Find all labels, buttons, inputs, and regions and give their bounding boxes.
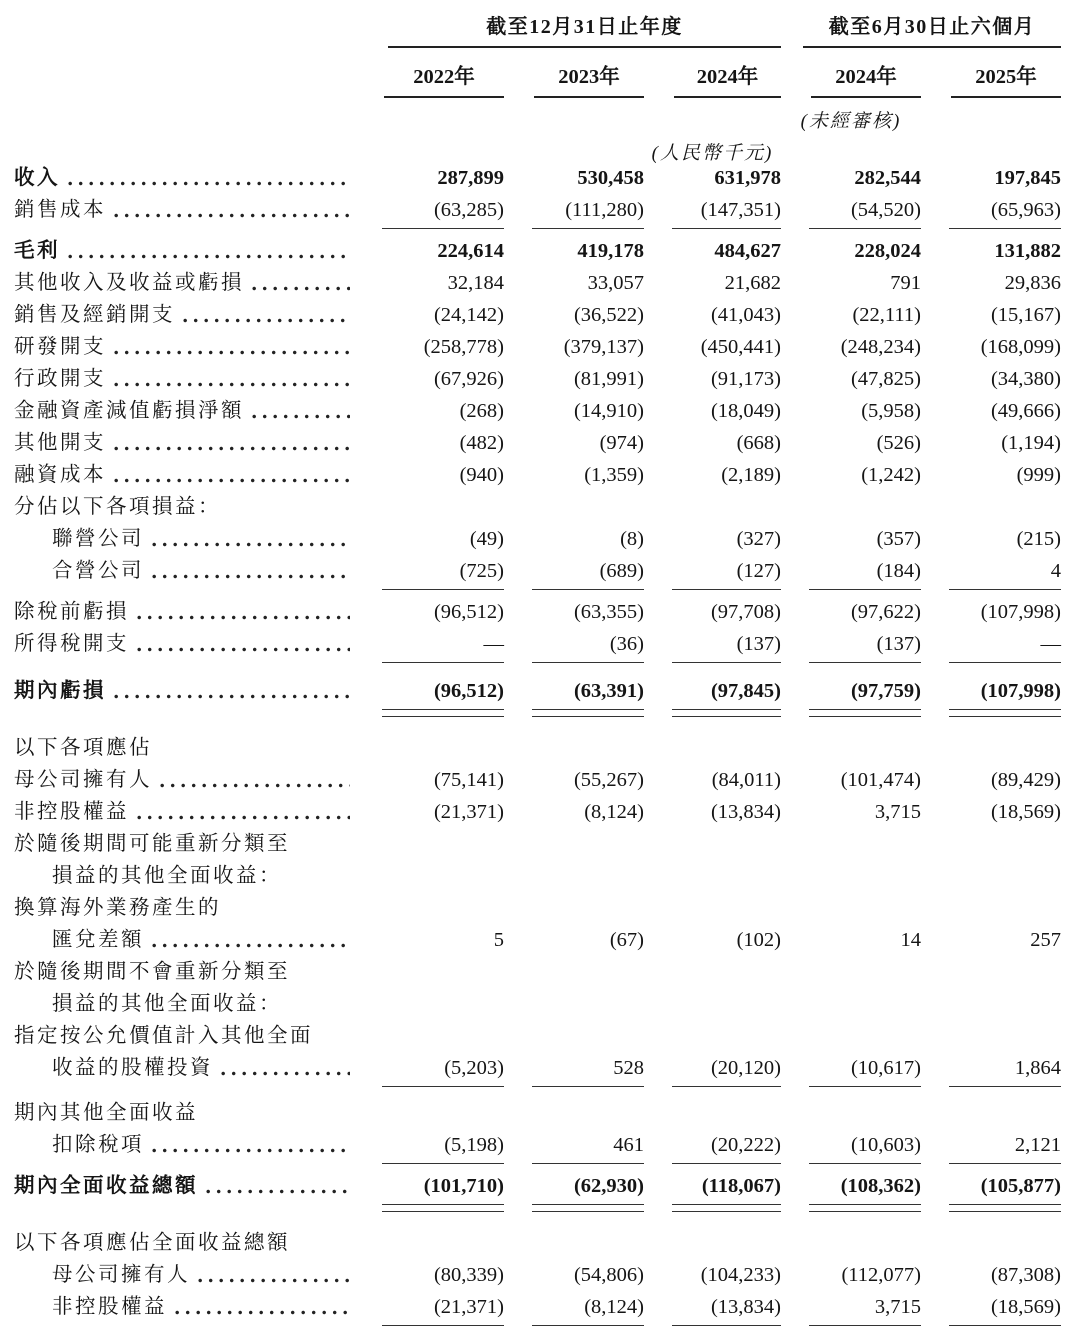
value-cell: (97,622) xyxy=(850,601,921,623)
row-label: 銷售及經銷開支 xyxy=(14,304,175,326)
dot-leader xyxy=(152,574,350,579)
row-label: 換算海外業務產生的 xyxy=(14,897,221,919)
value-cell xyxy=(354,1227,504,1259)
value-cell: (84,011) xyxy=(711,769,781,791)
table-header-years xyxy=(14,50,1080,98)
single-rule xyxy=(14,226,1080,235)
value-cell: (63,355) xyxy=(573,601,644,623)
currency-note-row xyxy=(14,130,1080,162)
value-cell: (974) xyxy=(599,432,644,454)
value-cell: (689) xyxy=(599,560,644,582)
table-row xyxy=(14,1052,1080,1084)
value-cell: (63,391) xyxy=(573,680,644,702)
row-label: 研發開支 xyxy=(14,336,106,358)
value-cell: (21,371) xyxy=(433,801,504,823)
year-column-2024-interim: 2024年 xyxy=(781,50,921,98)
value-cell xyxy=(921,892,1061,924)
value-cell: (49) xyxy=(469,528,504,550)
table-row xyxy=(14,491,1080,523)
value-cell: (108,362) xyxy=(840,1175,921,1197)
row-label: 融資成本 xyxy=(14,464,106,486)
single-rule xyxy=(14,1084,1080,1093)
row-label: 母公司擁有人 xyxy=(52,1264,190,1286)
table-row xyxy=(14,596,1080,628)
table-row xyxy=(14,988,1080,1020)
value-cell: (49,666) xyxy=(990,400,1061,422)
row-label: 於隨後期間可能重新分類至 xyxy=(14,833,290,855)
value-cell: (147,351) xyxy=(700,199,781,221)
dot-leader xyxy=(152,542,350,547)
value-cell: 419,178 xyxy=(577,240,644,262)
value-cell: (21,371) xyxy=(433,1296,504,1318)
value-cell: (65,963) xyxy=(990,199,1061,221)
section-gap xyxy=(14,1211,1080,1227)
value-cell: (268) xyxy=(459,400,504,422)
year-column-2023: 2023年 xyxy=(504,50,644,98)
value-cell xyxy=(644,860,781,892)
value-cell: (36) xyxy=(609,633,644,655)
dot-leader xyxy=(137,815,350,820)
value-cell: (18,049) xyxy=(710,400,781,422)
value-cell: (81,991) xyxy=(573,368,644,390)
value-cell: (127) xyxy=(736,560,781,582)
row-label: 非控股權益 xyxy=(52,1296,167,1318)
value-cell: (14,910) xyxy=(573,400,644,422)
row-label: 以下各項應佔全面收益總額 xyxy=(14,1232,290,1254)
value-cell: (89,429) xyxy=(990,769,1061,791)
value-cell: 3,715 xyxy=(874,801,921,823)
row-label: 扣除稅項 xyxy=(52,1134,144,1156)
value-cell xyxy=(921,732,1061,764)
value-cell xyxy=(921,1227,1061,1259)
row-label: 期內虧損 xyxy=(14,680,106,702)
table-row xyxy=(14,732,1080,764)
value-cell: 3,715 xyxy=(874,1296,921,1318)
value-cell: (107,998) xyxy=(980,680,1061,702)
value-cell xyxy=(504,1097,644,1129)
value-cell: 257 xyxy=(1030,929,1061,951)
value-cell xyxy=(354,860,504,892)
value-cell xyxy=(354,828,504,860)
value-cell: 197,845 xyxy=(994,167,1061,189)
value-cell: (13,834) xyxy=(710,801,781,823)
dot-leader xyxy=(206,1189,350,1194)
row-label: 收益的股權投資 xyxy=(52,1057,213,1079)
row-label: 期內其他全面收益 xyxy=(14,1102,198,1124)
value-cell: (18,569) xyxy=(990,801,1061,823)
value-cell: (63,285) xyxy=(433,199,504,221)
dot-leader xyxy=(198,1278,350,1283)
value-cell: 33,057 xyxy=(587,272,644,294)
table-header-groups xyxy=(14,10,1080,48)
value-cell: (36,522) xyxy=(573,304,644,326)
value-cell xyxy=(644,956,781,988)
value-cell: (5,198) xyxy=(444,1134,504,1156)
value-cell xyxy=(354,956,504,988)
year-column-2024: 2024年 xyxy=(644,50,781,98)
row-label: 銷售成本 xyxy=(14,199,106,221)
table-row xyxy=(14,628,1080,660)
table-row xyxy=(14,892,1080,924)
row-label: 損益的其他全面收益： xyxy=(52,993,282,1015)
value-cell: (41,043) xyxy=(710,304,781,326)
value-cell: (105,877) xyxy=(980,1175,1061,1197)
value-cell: (450,441) xyxy=(700,336,781,358)
table-row xyxy=(14,1129,1080,1161)
table-row xyxy=(14,555,1080,587)
value-cell: (47,825) xyxy=(850,368,921,390)
value-cell: 131,882 xyxy=(994,240,1061,262)
dot-leader xyxy=(114,213,350,218)
header-spacer xyxy=(14,10,354,48)
value-cell xyxy=(504,828,644,860)
table-row xyxy=(14,523,1080,555)
value-cell: 2,121 xyxy=(1014,1134,1061,1156)
table-row xyxy=(14,427,1080,459)
double-rule xyxy=(14,707,1080,716)
value-cell: (67) xyxy=(609,929,644,951)
value-cell xyxy=(504,892,644,924)
value-cell xyxy=(921,860,1061,892)
period-group-annual-title: 截至12月31日止年度 xyxy=(388,10,781,48)
row-label: 期內全面收益總額 xyxy=(14,1175,198,1197)
value-cell: (87,308) xyxy=(990,1264,1061,1286)
value-cell: (118,067) xyxy=(701,1175,781,1197)
value-cell: 287,899 xyxy=(437,167,504,189)
currency-note: (人民幣千元) xyxy=(651,143,774,164)
value-cell: (104,233) xyxy=(700,1264,781,1286)
value-cell: (97,759) xyxy=(850,680,921,702)
value-cell: 4 xyxy=(1050,560,1061,582)
value-cell xyxy=(781,1020,921,1052)
value-cell: (258,778) xyxy=(423,336,504,358)
value-cell xyxy=(921,491,1061,523)
value-cell xyxy=(921,988,1061,1020)
value-cell xyxy=(354,988,504,1020)
table-row xyxy=(14,235,1080,267)
value-cell: (96,512) xyxy=(433,680,504,702)
dot-leader xyxy=(114,478,350,483)
value-cell: (80,339) xyxy=(433,1264,504,1286)
value-cell xyxy=(781,988,921,1020)
value-cell: 461 xyxy=(613,1134,644,1156)
value-cell xyxy=(921,1020,1061,1052)
value-cell xyxy=(644,1020,781,1052)
unaudited-note: (未經審核) xyxy=(800,111,902,132)
row-label: 於隨後期間不會重新分類至 xyxy=(14,961,290,983)
value-cell xyxy=(644,828,781,860)
value-cell: (668) xyxy=(736,432,781,454)
value-cell xyxy=(921,956,1061,988)
period-group-annual xyxy=(354,10,781,48)
value-cell xyxy=(504,1020,644,1052)
row-label: 損益的其他全面收益： xyxy=(52,865,282,887)
dot-leader xyxy=(114,382,350,387)
value-cell: (67,926) xyxy=(433,368,504,390)
period-group-interim-title: 截至6月30日止六個月 xyxy=(803,10,1061,48)
row-label: 分佔以下各項損益： xyxy=(14,496,221,518)
table-rows xyxy=(14,162,1080,1332)
value-cell xyxy=(354,732,504,764)
value-cell: 530,458 xyxy=(577,167,644,189)
value-cell: 791 xyxy=(890,272,921,294)
single-rule xyxy=(14,1161,1080,1170)
value-cell xyxy=(644,988,781,1020)
value-cell: (999) xyxy=(1016,464,1061,486)
value-cell: 484,627 xyxy=(714,240,781,262)
row-label: 以下各項應佔 xyxy=(14,737,152,759)
value-cell: (111,280) xyxy=(565,199,644,221)
value-cell: (2,189) xyxy=(721,464,781,486)
value-cell: (22,111) xyxy=(852,304,921,326)
value-cell: (62,930) xyxy=(573,1175,644,1197)
value-cell xyxy=(504,860,644,892)
value-cell: (20,120) xyxy=(710,1057,781,1079)
value-cell xyxy=(354,491,504,523)
value-cell xyxy=(644,1227,781,1259)
value-cell: — xyxy=(1040,633,1061,655)
row-label: 行政開支 xyxy=(14,368,106,390)
table-row xyxy=(14,956,1080,988)
dot-leader xyxy=(68,181,350,186)
table-row xyxy=(14,299,1080,331)
table-row xyxy=(14,828,1080,860)
table-row xyxy=(14,796,1080,828)
value-cell: 29,836 xyxy=(1004,272,1061,294)
value-cell xyxy=(921,1097,1061,1129)
row-label: 除稅前虧損 xyxy=(14,601,129,623)
single-rule xyxy=(14,587,1080,596)
row-label: 合營公司 xyxy=(52,560,144,582)
header-spacer xyxy=(14,50,354,98)
dot-leader xyxy=(137,615,350,620)
row-label: 收入 xyxy=(14,167,60,189)
value-cell xyxy=(504,491,644,523)
value-cell: (112,077) xyxy=(841,1264,921,1286)
value-cell xyxy=(504,732,644,764)
row-label: 匯兌差額 xyxy=(52,929,144,951)
value-cell xyxy=(354,1020,504,1052)
dot-leader xyxy=(175,1310,350,1315)
table-row xyxy=(14,1291,1080,1323)
dot-leader xyxy=(68,254,350,259)
value-cell: (526) xyxy=(876,432,921,454)
value-cell: (10,603) xyxy=(850,1134,921,1156)
value-cell: (91,173) xyxy=(710,368,781,390)
row-label: 其他收入及收益或虧損 xyxy=(14,272,244,294)
dot-leader xyxy=(183,318,350,323)
value-cell: (10,617) xyxy=(850,1057,921,1079)
value-cell: (34,380) xyxy=(990,368,1061,390)
value-cell: (215) xyxy=(1016,528,1061,550)
table-row xyxy=(14,162,1080,194)
value-cell: 1,864 xyxy=(1014,1057,1061,1079)
value-cell: 528 xyxy=(613,1057,644,1079)
value-cell xyxy=(781,892,921,924)
value-cell xyxy=(504,988,644,1020)
value-cell xyxy=(781,1097,921,1129)
value-cell xyxy=(644,1097,781,1129)
value-cell: (55,267) xyxy=(573,769,644,791)
value-cell: (20,222) xyxy=(710,1134,781,1156)
table-row xyxy=(14,331,1080,363)
value-cell: — xyxy=(483,633,504,655)
value-cell xyxy=(504,956,644,988)
single-rule xyxy=(14,660,1080,669)
dot-leader xyxy=(221,1071,350,1076)
table-row xyxy=(14,1170,1080,1202)
value-cell xyxy=(644,892,781,924)
unaudited-note-row xyxy=(14,98,1080,130)
table-row xyxy=(14,924,1080,956)
value-cell: (137) xyxy=(736,633,781,655)
value-cell xyxy=(644,732,781,764)
row-label: 母公司擁有人 xyxy=(14,769,152,791)
value-cell: (101,474) xyxy=(840,769,921,791)
row-label: 指定按公允價值計入其他全面 xyxy=(14,1025,313,1047)
row-label: 毛利 xyxy=(14,240,60,262)
table-row xyxy=(14,860,1080,892)
value-cell: (24,142) xyxy=(433,304,504,326)
value-cell xyxy=(921,828,1061,860)
table-row xyxy=(14,675,1080,707)
value-cell: (8,124) xyxy=(584,1296,644,1318)
value-cell: (96,512) xyxy=(433,601,504,623)
value-cell: 32,184 xyxy=(447,272,504,294)
table-row xyxy=(14,395,1080,427)
value-cell xyxy=(781,828,921,860)
value-cell: 5 xyxy=(493,929,504,951)
value-cell: (107,998) xyxy=(980,601,1061,623)
value-cell xyxy=(781,956,921,988)
single-rule xyxy=(14,1323,1080,1332)
value-cell: (168,099) xyxy=(980,336,1061,358)
value-cell: (13,834) xyxy=(710,1296,781,1318)
value-cell xyxy=(504,1227,644,1259)
value-cell: 282,544 xyxy=(854,167,921,189)
value-cell xyxy=(781,1227,921,1259)
dot-leader xyxy=(114,446,350,451)
value-cell: (137) xyxy=(876,633,921,655)
table-row xyxy=(14,459,1080,491)
value-cell: (75,141) xyxy=(433,769,504,791)
year-column-2025-interim: 2025年 xyxy=(921,50,1061,98)
value-cell: (1,194) xyxy=(1001,432,1061,454)
dot-leader xyxy=(137,647,350,652)
value-cell xyxy=(354,1097,504,1129)
table-row xyxy=(14,1259,1080,1291)
dot-leader xyxy=(252,286,350,291)
value-cell: (97,845) xyxy=(710,680,781,702)
value-cell: (725) xyxy=(459,560,504,582)
dot-leader xyxy=(160,783,350,788)
table-row xyxy=(14,267,1080,299)
value-cell: 631,978 xyxy=(714,167,781,189)
row-label: 非控股權益 xyxy=(14,801,129,823)
table-row xyxy=(14,764,1080,796)
value-cell: (102) xyxy=(736,929,781,951)
value-cell: 224,614 xyxy=(437,240,504,262)
value-cell: (357) xyxy=(876,528,921,550)
year-column-2022: 2022年 xyxy=(354,50,504,98)
dot-leader xyxy=(252,414,350,419)
value-cell: (248,234) xyxy=(840,336,921,358)
value-cell xyxy=(781,732,921,764)
value-cell: (5,203) xyxy=(444,1057,504,1079)
value-cell: (1,359) xyxy=(584,464,644,486)
table-row xyxy=(14,1227,1080,1259)
value-cell: (482) xyxy=(459,432,504,454)
value-cell: (8,124) xyxy=(584,801,644,823)
value-cell xyxy=(354,892,504,924)
value-cell: (327) xyxy=(736,528,781,550)
dot-leader xyxy=(152,1148,350,1153)
section-gap xyxy=(14,716,1080,732)
value-cell: (1,242) xyxy=(861,464,921,486)
table-row xyxy=(14,194,1080,226)
value-cell: (184) xyxy=(876,560,921,582)
table-row xyxy=(14,1097,1080,1129)
value-cell: (379,137) xyxy=(563,336,644,358)
row-label: 其他開支 xyxy=(14,432,106,454)
period-group-interim xyxy=(781,10,1061,48)
double-rule xyxy=(14,1202,1080,1211)
value-cell: (101,710) xyxy=(423,1175,504,1197)
value-cell: (54,806) xyxy=(573,1264,644,1286)
value-cell: (5,958) xyxy=(861,400,921,422)
value-cell: (8) xyxy=(620,528,644,550)
dot-leader xyxy=(152,943,350,948)
row-label: 所得稅開支 xyxy=(14,633,129,655)
table-row xyxy=(14,363,1080,395)
value-cell: (15,167) xyxy=(990,304,1061,326)
value-cell: 14 xyxy=(900,929,921,951)
value-cell: (97,708) xyxy=(710,601,781,623)
value-cell xyxy=(644,491,781,523)
row-label: 金融資產減值虧損淨額 xyxy=(14,400,244,422)
value-cell: (18,569) xyxy=(990,1296,1061,1318)
row-label: 聯營公司 xyxy=(52,528,144,550)
value-cell xyxy=(781,860,921,892)
dot-leader xyxy=(114,350,350,355)
dot-leader xyxy=(114,694,350,699)
value-cell: (54,520) xyxy=(850,199,921,221)
value-cell: 21,682 xyxy=(724,272,781,294)
value-cell: (940) xyxy=(459,464,504,486)
value-cell: 228,024 xyxy=(854,240,921,262)
value-cell xyxy=(781,491,921,523)
table-row xyxy=(14,1020,1080,1052)
